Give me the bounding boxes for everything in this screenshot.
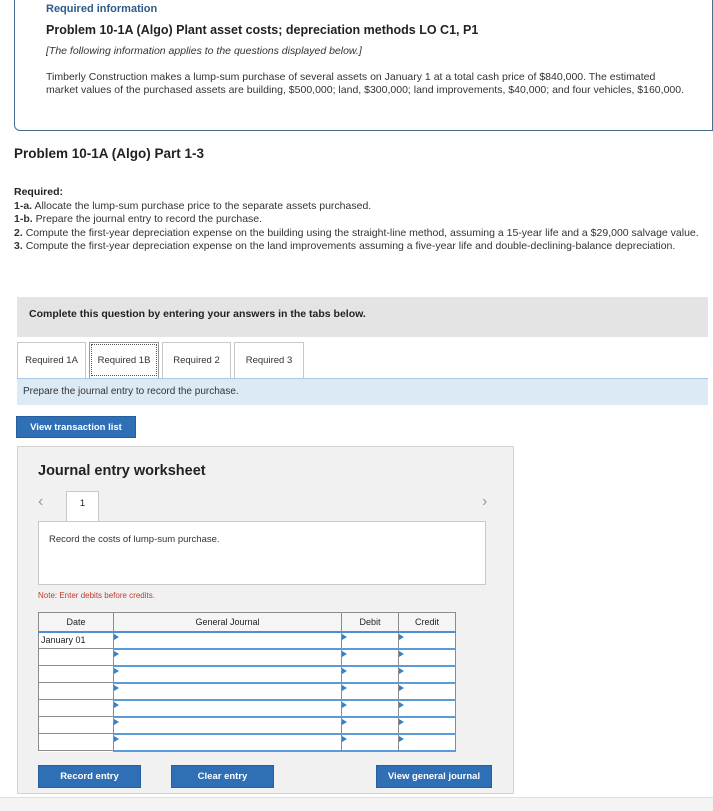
debit-input[interactable] [344, 633, 396, 648]
chevron-right-icon[interactable]: › [482, 493, 488, 510]
credit-cell[interactable] [399, 632, 456, 649]
table-row [39, 666, 456, 683]
record-entry-button[interactable]: Record entry [38, 765, 141, 788]
column-header-debit: Debit [342, 613, 399, 632]
required-item-text: Allocate the lump-sum purchase price to the separate assets purchased. [34, 199, 372, 212]
credit-cell[interactable] [399, 734, 456, 751]
required-item-text: Compute the first-year depreciation expense on the building using the straight-line method, assuming a 15-year life and a $29,000 salvage value. [25, 226, 699, 239]
credit-input[interactable] [401, 650, 453, 665]
table-row [39, 700, 456, 717]
tab-required-1b[interactable]: Required 1B [89, 342, 159, 378]
date-cell [39, 700, 114, 717]
account-dropdown[interactable] [114, 683, 342, 700]
worksheet-title: Journal entry worksheet [38, 463, 206, 479]
account-input[interactable] [116, 667, 339, 682]
debit-cell[interactable] [342, 683, 399, 700]
required-item-label: 2. [14, 226, 23, 239]
debit-input[interactable] [344, 701, 396, 716]
clear-entry-button[interactable]: Clear entry [171, 765, 274, 788]
tab-required-3[interactable]: Required 3 [234, 342, 304, 378]
required-item-label: 3. [14, 240, 23, 253]
credit-input[interactable] [401, 735, 453, 750]
account-input[interactable] [116, 718, 339, 733]
column-header-general-journal: General Journal [114, 613, 342, 632]
account-input[interactable] [116, 684, 339, 699]
required-heading: Required: [14, 186, 64, 198]
required-item-3 [14, 240, 713, 254]
table-row [39, 683, 456, 700]
account-input[interactable] [116, 650, 339, 665]
date-cell [39, 717, 114, 734]
credit-input[interactable] [401, 684, 453, 699]
debit-cell[interactable] [342, 734, 399, 751]
account-dropdown[interactable] [114, 649, 342, 666]
tab-prompt: Prepare the journal entry to record the purchase. [17, 379, 708, 405]
table-row [39, 632, 456, 649]
debit-input[interactable] [344, 735, 396, 750]
credit-cell[interactable] [399, 717, 456, 734]
credit-cell[interactable] [399, 649, 456, 666]
page-footer-strip [0, 797, 713, 811]
column-header-credit: Credit [399, 613, 456, 632]
complete-instruction-bar: Complete this question by entering your answers in the tabs below. [17, 297, 708, 337]
tab-required-2[interactable]: Required 2 [162, 342, 231, 378]
info-note: [The following information applies to the questions displayed below.] [46, 45, 362, 57]
account-dropdown[interactable] [114, 734, 342, 751]
required-item-text: Compute the first-year depreciation expense on the land improvements assuming a five-year life and double-declining-balance depreciation. [25, 240, 676, 253]
credit-input[interactable] [401, 718, 453, 733]
part-title: Problem 10-1A (Algo) Part 1-3 [14, 146, 205, 161]
debit-cell[interactable] [342, 717, 399, 734]
debit-input[interactable] [344, 684, 396, 699]
entry-page-tab[interactable]: 1 [66, 491, 99, 522]
account-dropdown[interactable] [114, 666, 342, 683]
date-cell [39, 683, 114, 700]
required-item-label: 1-a. [14, 199, 33, 212]
required-item-label: 1-b. [14, 213, 33, 226]
credit-cell[interactable] [399, 666, 456, 683]
date-cell [39, 649, 114, 666]
debit-credit-note: Note: Enter debits before credits. [38, 591, 155, 600]
debit-cell[interactable] [342, 649, 399, 666]
credit-input[interactable] [401, 633, 453, 648]
chevron-left-icon[interactable]: ‹ [38, 493, 44, 510]
required-list [14, 186, 713, 254]
debit-cell[interactable] [342, 666, 399, 683]
required-item-text: Prepare the journal entry to record the purchase. [35, 213, 263, 226]
date-cell [39, 666, 114, 683]
credit-cell[interactable] [399, 683, 456, 700]
required-information-panel [14, 0, 713, 131]
journal-entry-worksheet [17, 446, 514, 794]
credit-input[interactable] [401, 701, 453, 716]
journal-table [38, 612, 456, 752]
debit-input[interactable] [344, 650, 396, 665]
date-cell [39, 734, 114, 751]
required-item-2 [14, 227, 713, 241]
view-transaction-list-button[interactable]: View transaction list [16, 416, 136, 438]
debit-input[interactable] [344, 718, 396, 733]
table-row [39, 734, 456, 751]
required-information-heading: Required information [46, 3, 158, 15]
tab-required-1a[interactable]: Required 1A [17, 342, 86, 378]
view-general-journal-button[interactable]: View general journal [376, 765, 492, 788]
account-dropdown[interactable] [114, 632, 342, 649]
table-row [39, 649, 456, 666]
debit-cell[interactable] [342, 632, 399, 649]
account-dropdown[interactable] [114, 717, 342, 734]
required-item-1a [14, 200, 713, 214]
problem-description: Timberly Construction makes a lump-sum purchase of several assets on January 1 at a total cash price of $840,000. The estimated market values of the purchased assets are building, $500,000; land, $300,000; land improvements, $40,000; and four vehicles, $160,000. [46, 71, 685, 96]
problem-title: Problem 10-1A (Algo) Plant asset costs; depreciation methods LO C1, P1 [46, 23, 479, 37]
debit-input[interactable] [344, 667, 396, 682]
account-dropdown[interactable] [114, 700, 342, 717]
debit-cell[interactable] [342, 700, 399, 717]
account-input[interactable] [116, 701, 339, 716]
account-input[interactable] [116, 633, 339, 648]
journal-header-row [39, 613, 456, 632]
required-item-1b [14, 213, 713, 227]
account-input[interactable] [116, 735, 339, 750]
required-tabs [17, 342, 307, 378]
credit-input[interactable] [401, 667, 453, 682]
date-cell: January 01 [39, 632, 114, 649]
entry-description: Record the costs of lump-sum purchase. [38, 521, 486, 585]
column-header-date: Date [39, 613, 114, 632]
credit-cell[interactable] [399, 700, 456, 717]
table-row [39, 717, 456, 734]
